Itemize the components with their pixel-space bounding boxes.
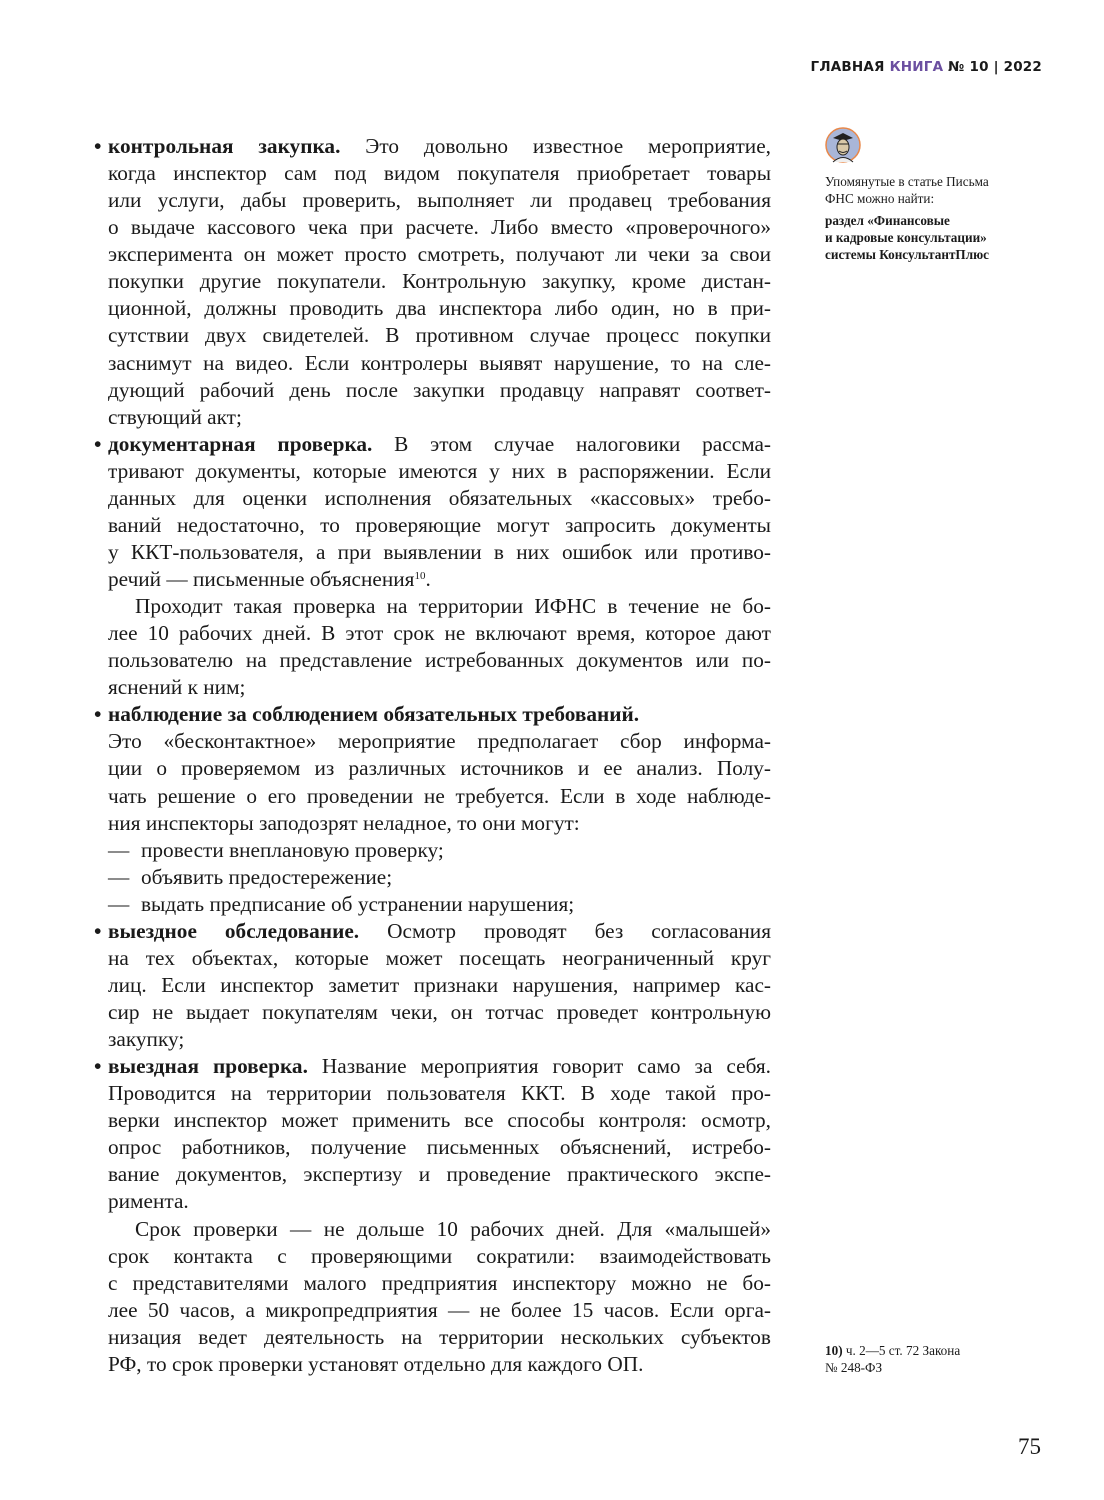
text-line [108,620,771,647]
footnote-text-2: № 248-ФЗ [825,1360,883,1375]
footnote-text: ч. 2—5 ст. 72 Закона [842,1343,961,1358]
bullet-item [94,133,771,431]
line-text: Осмотр проводят без согласования [359,918,771,943]
line-text: РФ, то срок проверки установят отдельно для каждого ОП. [108,1351,644,1376]
line-text: Название мероприятия говорит само за себя. [307,1054,771,1079]
line-text: с представителями малого предприятия инспектору можно не бо- [108,1270,771,1295]
list-item-text: выдать предписание об устранении нарушения; [141,891,575,916]
bullet-item [94,918,771,1053]
text-line [108,566,771,593]
sidebar-note-line: ФНС можно найти: [825,191,935,206]
bullet-marker: • [94,918,102,943]
bullet-title: контрольная закупка. [108,134,341,158]
line-text: низация ведет деятельность на территории нескольких субъектов [108,1324,771,1349]
line-text: В этом случае налоговики рассма- [372,431,771,456]
line-text: заснимут на видео. Если контролеры выявят нарушение, то на сле- [108,350,771,375]
brand-accent: КНИГА [889,59,944,75]
line-text: или услуги, дабы проверить, выполняет ли продавец требования [108,188,771,213]
line-text: эксперимента он может просто смотреть, получают ли чеки за свои [108,242,771,267]
line-text: чать решение о его проведении не требуется. Если в ходе наблюде- [108,783,771,808]
text-line [108,512,771,539]
line-text: сутствии двух свидетелей. В противном случае процесс покупки [108,323,771,348]
text-line [108,214,771,241]
bullet-title: документарная проверка. [108,431,373,456]
text-line [108,755,771,782]
line-text: данных для оценки исполнения обязательных «кассовых» требо- [108,485,771,510]
list-item-text: объявить предостережение; [141,864,393,889]
line-text: на тех объектах, которые может посещать неограниченный круг [108,945,771,970]
text-line [108,1324,771,1351]
sidebar-source [825,212,989,263]
text-line [108,1107,771,1134]
page-number: 75 [1018,1434,1041,1459]
line-text: ционной, должны проводить два инспектора либо один, но в при- [108,296,771,321]
expert-avatar-icon [825,127,861,163]
text-line [108,241,771,268]
line-text: Срок проверки — не дольше 10 рабочих дней. Для «малышей» [135,1216,771,1241]
sidebar-source-line: и кадровые консультации» [825,230,987,245]
line-text: вание документов, экспертизу и проведение практического экспе- [108,1162,771,1187]
text-line [94,701,771,728]
text-line [108,1134,771,1161]
line-text: покупки другие покупатели. Контрольную закупку, кроме дистан- [108,269,771,294]
line-text: ции о проверяемом из различных источников и ее анализ. Полу- [108,756,771,781]
line-text: речий — письменные объяснения [108,567,415,591]
text-line [108,1243,771,1270]
text-line [108,458,771,485]
text-line [108,268,771,295]
line-text: яснений к ним; [108,675,246,700]
line-text: срок контакта с проверяющими сократили: взаимодействовать [108,1243,771,1268]
line-text: лее 10 рабочих дней. В этот срок не включают время, которое дают [108,621,771,646]
text-line [94,1053,771,1080]
text-line [108,972,771,999]
line-text: Это «бесконтактное» мероприятие предполагает сбор информа- [108,729,771,754]
text-line [108,1188,771,1215]
text-line [108,728,771,755]
sidebar-source-line: раздел «Финансовые [825,213,950,228]
line-text: у ККТ-пользователя, а при выявлении в них ошибок или противо- [108,539,771,564]
list-item-text: провести внеплановую проверку; [141,837,444,862]
bullet-item [94,701,771,836]
line-text: лиц. Если инспектор заметит признаки нарушения, например кас- [108,972,771,997]
text-line [94,918,771,945]
text-line [108,783,771,810]
text-line [108,187,771,214]
line-text: ствующий акт; [108,404,242,429]
line-text: лее 50 часов, а микропредприятия — не более 15 часов. Если орга- [108,1297,771,1322]
footnote [825,1342,960,1376]
line-text: опрос работников, получение письменных объяснений, истребо- [108,1135,771,1160]
sidebar-note-line: Упомянутые в статье Письма [825,174,989,189]
line-text: тривают документы, которые имеются у них в распоряжении. Если [108,458,771,483]
line-text: пользователю на представление истребованных документов или по- [108,648,771,673]
bullet-title: наблюдение за соблюдением обязательных требований. [108,702,640,727]
text-line [108,160,771,187]
dash-list-item [108,864,771,891]
text-line [108,1026,771,1053]
footnote-number: 10) [825,1343,843,1358]
bullet-marker: • [94,702,102,727]
bullet-marker: • [94,1054,102,1079]
line-text: когда инспектор сам под видом покупателя приобретает товары [108,161,771,186]
line-text: сир не выдает покупателям чеки, он тотчас проведет контрольную [108,1000,771,1024]
dash-list-item [108,891,771,918]
text-line [108,945,771,972]
dash-marker: — [108,891,130,916]
text-line [108,1161,771,1188]
bullet-title: выездная проверка. [108,1054,308,1079]
line-text: ваний недостаточно, то проверяющие могут запросить документы [108,512,771,537]
text-line [108,1080,771,1107]
text-line [94,431,771,458]
running-header [811,59,1042,75]
line-text: дующий рабочий день после закупки продавцу направят соответ- [108,377,771,402]
text-line [94,133,771,160]
text-line [108,810,771,837]
bullet-item [94,431,771,593]
footnote-ref: 10 [414,570,426,582]
text-line [108,999,771,1026]
dash-list-item [108,837,771,864]
line-text: верки инспектор может применить все способы контроля: осмотр, [108,1108,771,1133]
text-line [108,674,771,701]
text-line [108,1270,771,1297]
line-text: ния инспекторы заподозрят неладное, то они могут: [108,810,580,835]
line-text: Это довольно известное мероприятие, [340,134,771,158]
line-text: римента. [108,1189,189,1214]
text-line [108,1351,771,1378]
line-tail: . [425,567,431,591]
bullet-marker: • [94,134,102,158]
dash-marker: — [108,837,130,862]
text-line [108,377,771,404]
line-text: о выдаче кассового чека при расчете. Либо вместо «проверочного» [108,215,771,240]
text-line [108,485,771,512]
text-line [108,1216,771,1243]
dash-marker: — [108,864,130,889]
text-line [108,350,771,377]
paragraph [108,1216,771,1378]
text-line [108,295,771,322]
text-line [108,539,771,566]
dash-list [108,837,771,918]
text-line [108,404,771,431]
paragraph [108,593,771,701]
line-text: Проводится на территории пользователя ККТ. В ходе такой про- [108,1081,771,1106]
line-text: Проходит такая проверка на территории ИФНС в течение не бо- [135,594,771,619]
text-line [108,322,771,349]
bullet-marker: • [94,431,102,456]
bullet-title: выездное обследование. [108,918,360,943]
sidebar-note [825,173,989,207]
issue-number: № 10 | 2022 [948,59,1042,75]
bullet-item [94,1053,771,1215]
text-line [108,647,771,674]
text-line [108,1297,771,1324]
line-text: закупку; [108,1027,185,1052]
text-line [108,593,771,620]
brand-main: ГЛАВНАЯ [810,59,885,75]
article-body [94,133,771,1378]
sidebar-source-line: системы КонсультантПлюс [825,247,990,262]
